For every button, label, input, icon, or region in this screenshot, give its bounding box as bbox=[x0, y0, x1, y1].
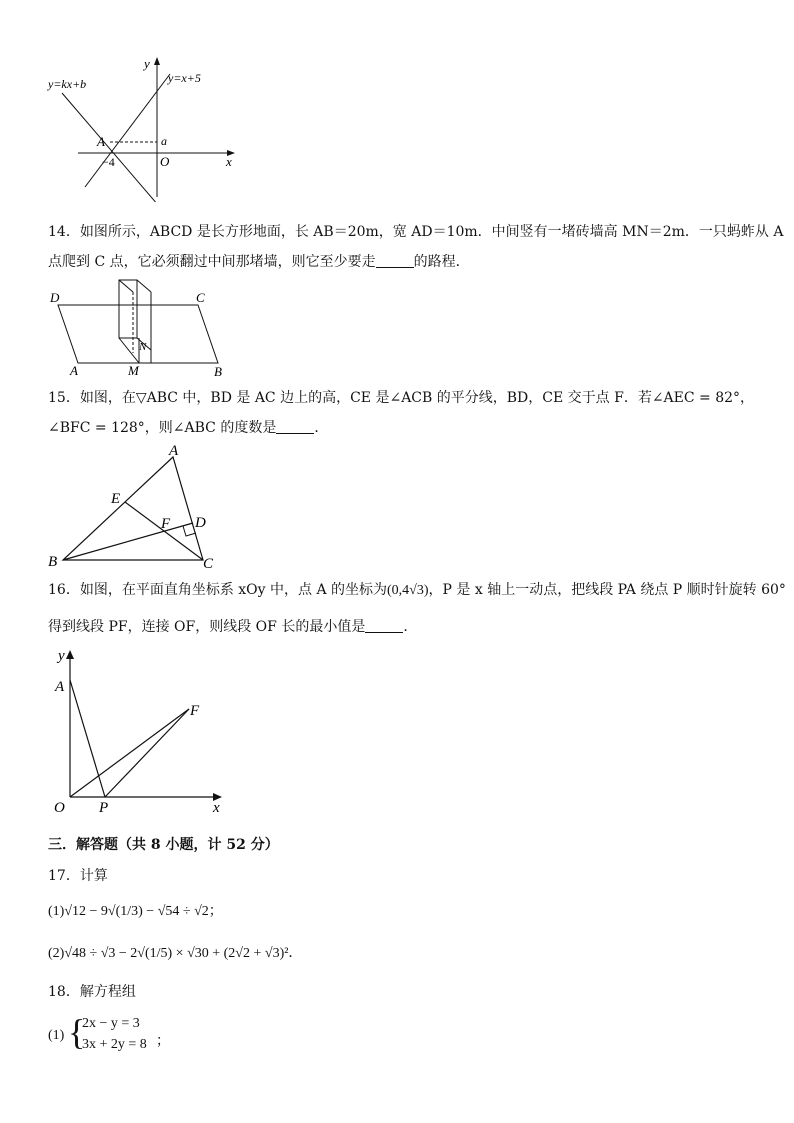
label-A: A bbox=[55, 679, 65, 695]
answer-blank-16[interactable] bbox=[365, 618, 403, 633]
label-D: D bbox=[195, 515, 206, 531]
label-a: a bbox=[161, 134, 167, 148]
label-B: B bbox=[48, 554, 58, 570]
question-14-text-a: 点爬到 C 点，它必须翻过中间那堵墙，则它至少要走 bbox=[48, 254, 376, 270]
label-neg4: −4 bbox=[102, 155, 115, 169]
label-B: B bbox=[214, 364, 222, 378]
label-origin: O bbox=[160, 154, 170, 169]
figure-q14-wall bbox=[40, 278, 230, 378]
equation-1: 2x − y = 3 bbox=[82, 1016, 140, 1031]
point-A-coordinate: (0,4√3) bbox=[387, 583, 429, 598]
question-16-text-c: 得到线段 PF，连接 OF，则线段 OF 长的最小值是 bbox=[48, 619, 366, 635]
label-A: A bbox=[70, 363, 78, 378]
label-M: M bbox=[128, 363, 139, 378]
equation-2: 3x + 2y = 8 bbox=[82, 1037, 147, 1052]
label-line-kxb: y=kx+b bbox=[48, 77, 87, 91]
label-F: F bbox=[161, 516, 171, 532]
label-C: C bbox=[196, 290, 205, 305]
label-point-A: A bbox=[97, 134, 105, 149]
question-16-line-1 bbox=[48, 580, 786, 601]
question-17-part-1: (1)√12 − 9√(1/3) − √54 ÷ √2； bbox=[48, 904, 223, 919]
label-O: O bbox=[54, 800, 65, 816]
label-D: D bbox=[50, 290, 60, 305]
label-x-axis: x bbox=[226, 154, 232, 169]
question-14-line-1: 14．如图所示，ABCD 是长方形地面，长 AB＝20m，宽 AD＝10m．中间竖有一堵砖墙高 MN＝2m．一只蚂蚱从 A bbox=[48, 224, 784, 240]
label-y-axis: y bbox=[144, 56, 150, 71]
label-A: A bbox=[169, 443, 179, 459]
question-15-text-b: ． bbox=[314, 420, 329, 436]
label-P: P bbox=[99, 800, 109, 816]
brace-icon: { bbox=[68, 1012, 86, 1052]
question-16-text-d: ． bbox=[403, 619, 418, 635]
answer-blank-15[interactable] bbox=[276, 419, 314, 434]
figure-q13-linear-functions bbox=[40, 52, 250, 202]
question-18-part-1-label: (1) bbox=[48, 1028, 65, 1043]
label-E: E bbox=[111, 491, 121, 507]
section-3-heading: 三．解答题（共 8 小题，计 52 分） bbox=[48, 837, 279, 853]
question-14-text-b: 的路程． bbox=[413, 254, 470, 270]
question-18-part-1-end: ； bbox=[156, 1034, 170, 1049]
question-14-line-2 bbox=[48, 252, 470, 272]
answer-blank-14[interactable] bbox=[376, 253, 414, 268]
label-N: N bbox=[139, 341, 147, 353]
question-16-text-a: 16．如图，在平面直角坐标系 xOy 中，点 A 的坐标为 bbox=[48, 582, 388, 598]
label-line-x5: y=x+5 bbox=[168, 71, 201, 85]
label-C: C bbox=[203, 556, 214, 572]
question-18-part-1 bbox=[48, 1012, 188, 1058]
figure-q16-coordinate bbox=[44, 642, 244, 817]
question-16-line-2 bbox=[48, 617, 417, 637]
label-F: F bbox=[190, 703, 200, 719]
label-x-axis: x bbox=[213, 800, 220, 816]
question-17-title: 17．计算 bbox=[48, 868, 108, 884]
question-15-line-2 bbox=[48, 418, 328, 438]
figure-q15-triangle bbox=[40, 440, 230, 572]
question-15-text-a: ∠BFC = 128°，则∠ABC 的度数是 bbox=[48, 420, 277, 436]
question-16-text-b: ，P 是 x 轴上一动点，把线段 PA 绕点 P 顺时针旋转 60° bbox=[428, 582, 786, 598]
label-y-axis: y bbox=[58, 648, 65, 664]
question-18-title: 18．解方程组 bbox=[48, 984, 136, 1000]
question-15-line-1: 15．如图，在▽ABC 中，BD 是 AC 边上的高，CE 是∠ACB 的平分线，BD，CE 交于点 F．若∠AEC = 82°， bbox=[48, 390, 755, 406]
question-17-part-2: (2)√48 ÷ √3 − 2√(1/5) × √30 + (2√2 + √3)²． bbox=[48, 946, 303, 961]
